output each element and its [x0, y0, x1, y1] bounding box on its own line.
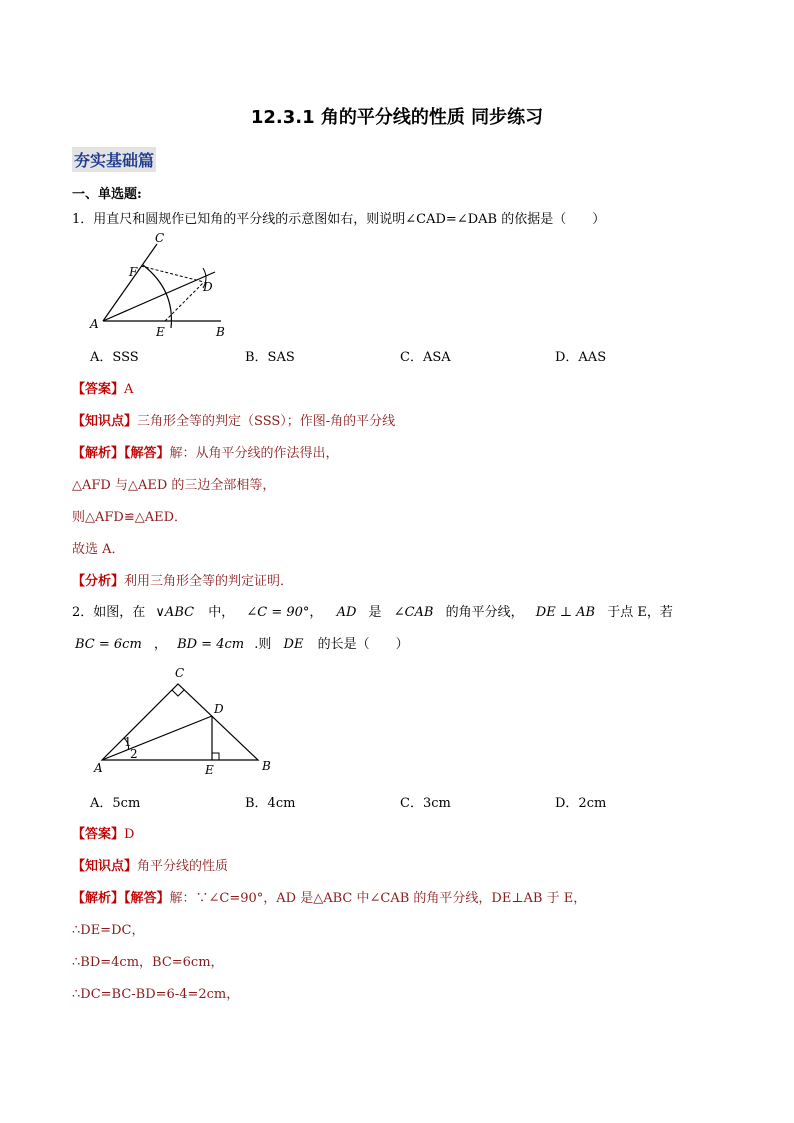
q1-analysis-line: △AFD 与△AED 的三边全部相等， — [72, 478, 276, 493]
q1-option-d: D．AAS — [555, 350, 607, 365]
q2-text: 2．如图，在 — [72, 605, 146, 620]
q1-label-d: D — [203, 280, 213, 294]
q1-answer — [72, 378, 133, 397]
fenxi-label: 【分析】 — [72, 574, 125, 589]
q2-math: DE — [283, 637, 304, 652]
q2-figure — [88, 660, 278, 780]
question-type: 一、单选题: — [72, 187, 142, 202]
q2-text: 的长是（ ） — [317, 637, 409, 652]
q2-math: AD — [336, 605, 357, 620]
q2-angle-2: 2 — [130, 747, 138, 761]
q2-text: 于点 E，若 — [607, 605, 673, 620]
q2-text: ， — [309, 605, 323, 620]
q1-label-a: A — [90, 317, 99, 331]
q2-math: BD = 4cm — [177, 637, 245, 652]
q1-analysis-line: 故选 A． — [72, 542, 125, 557]
q1-label-b: B — [216, 325, 225, 339]
q2-angle-1: 1 — [124, 735, 132, 749]
q2-text: 是 — [368, 605, 382, 620]
q2-option-c: C．3cm — [400, 796, 451, 811]
q2-option-a: A．5cm — [90, 796, 141, 811]
q2-math: BC = 6cm — [75, 637, 142, 652]
q1-analysis-line: 则△AFD≌△AED． — [72, 510, 188, 525]
q2-text: ， — [153, 637, 167, 652]
q1-option-a: A．SSS — [90, 350, 139, 365]
q2-answer — [72, 823, 134, 842]
q2-analysis-line: ∴BD=4cm，BC=6cm， — [72, 955, 224, 970]
q2-analysis-line: ∴DE=DC， — [72, 923, 145, 938]
q1-figure — [85, 230, 235, 342]
q2-math: ∠C = 90° — [246, 605, 310, 620]
answer-value: D — [124, 827, 135, 842]
q2-knowledge-point — [72, 855, 228, 874]
kp-label: 【知识点】 — [72, 859, 138, 874]
q2-analysis-line — [72, 887, 586, 906]
q2-label-b: B — [262, 759, 271, 773]
analysis-label: 【解析】【解答】 — [72, 446, 170, 461]
kp-value: 三角形全等的判定（SSS）；作图-角的平分线 — [137, 414, 396, 429]
answer-value: A — [124, 382, 134, 397]
q2-text: 中， — [208, 605, 235, 620]
analysis-label: 【解析】【解答】 — [72, 891, 170, 906]
kp-value: 角平分线的性质 — [137, 859, 229, 874]
q1-fenxi — [72, 570, 293, 589]
q2-label-a: A — [94, 761, 103, 775]
answer-label: 【答案】 — [72, 827, 125, 842]
analysis-text: 解：从角平分线的作法得出， — [169, 446, 339, 461]
q1-knowledge-point — [72, 410, 395, 429]
q2-option-d: D．2cm — [555, 796, 607, 811]
q1-stem: 1．用直尺和圆规作已知角的平分线的示意图如右，则说明∠CAD=∠DAB 的依据是（ ） — [72, 212, 606, 227]
q1-label-c: C — [155, 231, 165, 245]
q2-text: 的角平分线， — [445, 605, 524, 620]
q2-stem-line2 — [75, 633, 409, 652]
q2-stem-line1 — [72, 601, 673, 620]
q1-option-c: C．ASA — [400, 350, 451, 365]
section-heading: 夯实基础篇 — [72, 147, 156, 172]
page-title: 12.3.1 角的平分线的性质 同步练习 — [250, 107, 544, 128]
q1-option-b: B．SAS — [245, 350, 295, 365]
q2-math: DE ⊥ AB — [535, 605, 596, 620]
q1-label-e: E — [156, 325, 165, 339]
q2-option-b: B．4cm — [245, 796, 296, 811]
kp-label: 【知识点】 — [72, 414, 138, 429]
q1-analysis-line — [72, 442, 339, 461]
q2-text: .则 — [254, 637, 272, 652]
q2-math: ∨ABC — [155, 605, 195, 620]
answer-label: 【答案】 — [72, 382, 125, 397]
q1-label-f: F — [129, 265, 138, 279]
q2-label-e: E — [205, 763, 214, 777]
q2-label-d: D — [214, 702, 224, 716]
fenxi-text: 利用三角形全等的判定证明． — [124, 574, 294, 589]
q2-math: ∠CAB — [393, 605, 434, 620]
q2-analysis-line: ∴DC=BC-BD=6-4=2cm， — [72, 987, 240, 1002]
q2-label-c: C — [175, 666, 185, 680]
analysis-text: 解：∵∠C=90°，AD 是△ABC 中∠CAB 的角平分线，DE⊥AB 于 E， — [169, 891, 587, 906]
